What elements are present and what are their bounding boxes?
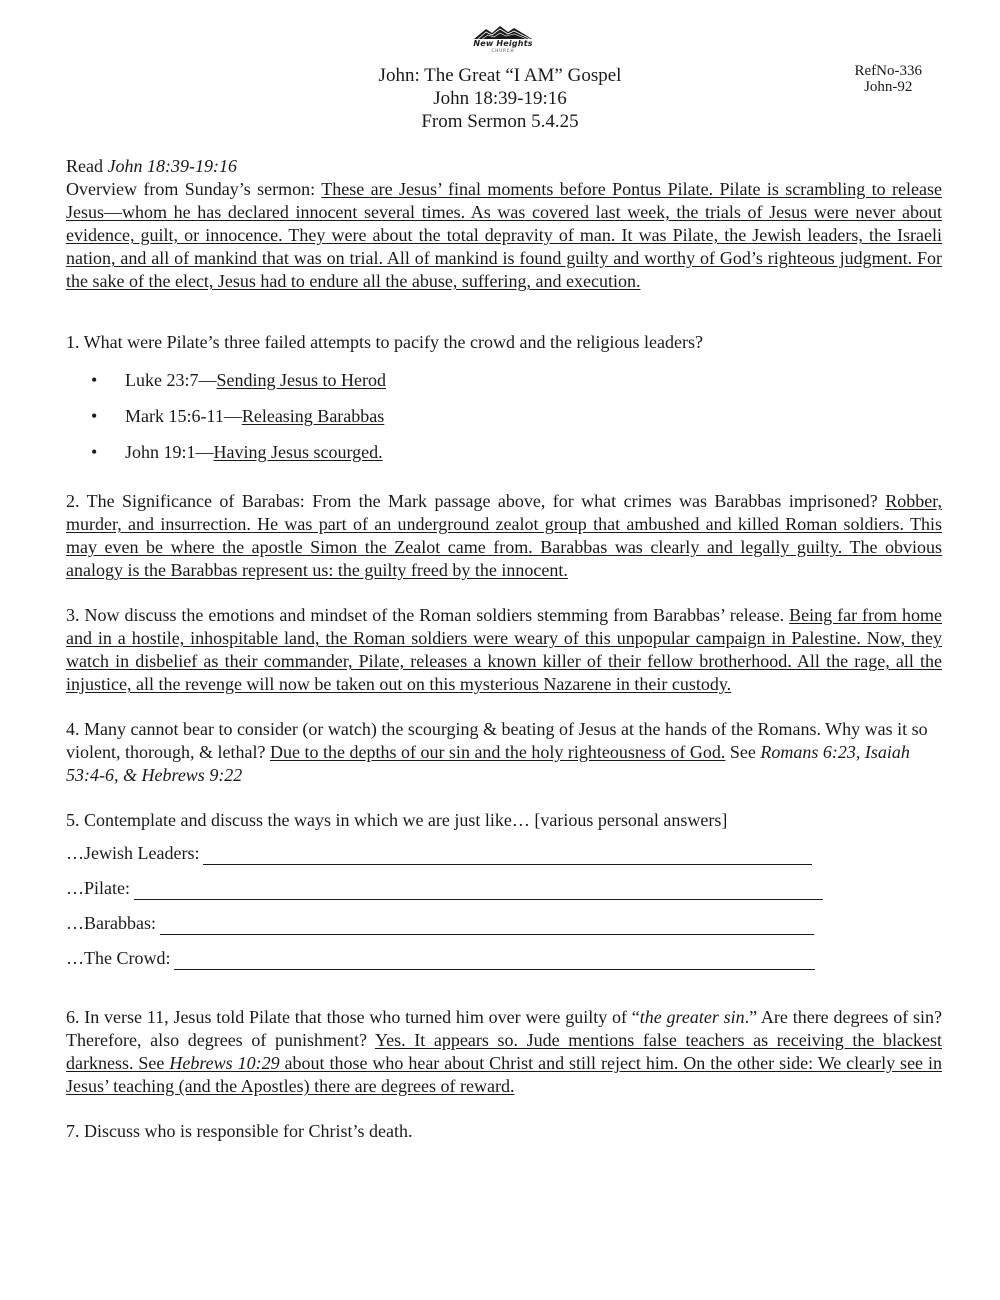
answer-text: Robber, murder, and insurrection. He was part of an underground zealot group that ambushed and killed Roman soldiers. This may even be where the apostle Simon the Zealot came from. Barabbas was clearly and legally guilty. The obvious analogy is the Barabbas represent us: the guilty freed by the innocent. bbox=[66, 491, 942, 580]
overview-text: These are Jesus’ final moments before Pontus Pilate. Pilate is scrambling to release Jesus—whom he has declared innocent several times. As was covered last week, the trials of Jesus were never about evidence, guilt, or innocence. They were about the total depravity of man. It was Pilate, the Jewish leaders, the Israeli nation, and all of mankind that was on trial. All of mankind is found guilty and worthy of God’s righteous judgment. For the sake of the elect, Jesus had to endure all the abuse, suffering, and execution. bbox=[66, 179, 942, 291]
blank-label: …Pilate: bbox=[66, 878, 130, 898]
question-7: 7. Discuss who is responsible for Christ’s death. bbox=[66, 1121, 413, 1141]
blank-row bbox=[66, 830, 942, 865]
worksheet-content bbox=[66, 155, 942, 1143]
series-title: John: The Great “I AM” Gospel bbox=[378, 65, 622, 86]
mountains-icon bbox=[472, 24, 534, 40]
question-3: 3. Now discuss the emotions and mindset of the Roman soldiers stemming from Barabbas’ release. Being far from home and in a hostile, inhospitable land, the Roman soldiers were weary of this unpopular campaign in Palestine. Now, they watch in disbelief as their commander, Pilate, releases a known killer of their fellow brotherhood. All the rage, all the injustice, all the revenge will now be taken out on this mysterious Nazarene in their custody. bbox=[66, 605, 942, 694]
answer-text: Having Jesus scourged. bbox=[213, 442, 383, 462]
question-5-blanks bbox=[66, 830, 942, 970]
question-4: 4. Many cannot bear to consider (or watch) the scourging & beating of Jesus at the hands of the Romans. Why was it so violent, thorough, & lethal? Due to the depths of our sin and the holy righteousness of God. See Romans 6:23, Isaiah 53:4-6, & Hebrews 9:22 bbox=[66, 719, 928, 785]
question-1: 1. What were Pilate’s three failed attempts to pacify the crowd and the religious leaders? bbox=[66, 332, 703, 352]
quoted-phrase: the greater sin bbox=[639, 1007, 745, 1027]
blank-label: …Jewish Leaders: bbox=[66, 843, 200, 863]
sermon-date: From Sermon 5.4.25 bbox=[421, 111, 579, 132]
church-logo bbox=[468, 24, 538, 53]
document-title-block bbox=[0, 64, 1000, 133]
read-line: Read John 18:39-19:16 bbox=[66, 156, 237, 176]
scripture-refs: Romans 6:23, Isaiah 53:4-6, & Hebrews 9:22 bbox=[66, 742, 910, 785]
blank-label: …The Crowd: bbox=[66, 948, 171, 968]
overview-paragraph bbox=[66, 178, 942, 293]
ref-code: John-92 bbox=[864, 79, 913, 95]
blank-row bbox=[66, 900, 942, 935]
question-1-list bbox=[66, 362, 942, 470]
ref-number: RefNo-336 bbox=[854, 63, 922, 79]
question-2: 2. The Significance of Barabas: From the Mark passage above, for what crimes was Barabbas imprisoned? Robber, murder, and insurrection. He was part of an underground zealot group that ambushed and killed Roman soldiers. This may even be where the apostle Simon the Zealot came from. Barabbas was clearly and legally guilty. The obvious analogy is the Barabbas represent us: the guilty freed by the innocent. bbox=[66, 491, 942, 580]
blank-label: …Barabbas: bbox=[66, 913, 156, 933]
list-item: • Luke 23:7—Sending Jesus to Herod bbox=[66, 362, 942, 398]
list-item: • Mark 15:6-11—Releasing Barabbas bbox=[66, 398, 942, 434]
blank-row bbox=[66, 935, 942, 970]
scripture-ref: Hebrews 10:29 bbox=[169, 1053, 280, 1073]
answer-blank-line[interactable] bbox=[174, 949, 815, 970]
answer-text: Releasing Barabbas bbox=[241, 406, 385, 426]
logo-subtitle: CHURCH bbox=[491, 48, 515, 53]
reference-block bbox=[855, 63, 923, 95]
overview-label: Overview from Sunday’s sermon: bbox=[66, 179, 322, 199]
answer-blank-line[interactable] bbox=[134, 879, 823, 900]
question-6: 6. In verse 11, Jesus told Pilate that those who turned him over were guilty of “the greater sin.” Are there degrees of sin? Therefore, also degrees of punishment? Yes. It appears so. Jude mentions false teachers as receiving the blackest darkness. See Hebrews 10:29 about those who hear about Christ and still reject him. On the other side: We clearly see in Jesus’ teaching (and the Apostles) there are degrees of reward. bbox=[66, 1007, 942, 1096]
answer-text: Being far from home and in a hostile, inhospitable land, the Roman soldiers were weary of this unpopular campaign in Palestine. Now, they watch in disbelief as their commander, Pilate, releases a known killer of their fellow brotherhood. All the rage, all the injustice, all the revenge will now be taken out on this mysterious Nazarene in their custody. bbox=[66, 605, 942, 694]
blank-row bbox=[66, 865, 942, 900]
answer-text: Due to the depths of our sin and the holy righteousness of God. bbox=[269, 742, 726, 762]
passage-title: John 18:39-19:16 bbox=[433, 88, 567, 109]
answer-blank-line[interactable] bbox=[203, 844, 812, 865]
answer-blank-line[interactable] bbox=[160, 914, 814, 935]
logo-name: New Heights bbox=[473, 39, 533, 48]
question-5: 5. Contemplate and discuss the ways in which we are just like… [various personal answers] bbox=[66, 810, 728, 830]
list-item: • John 19:1—Having Jesus scourged. bbox=[66, 434, 942, 470]
read-passage: John 18:39-19:16 bbox=[107, 156, 237, 176]
answer-text: Sending Jesus to Herod bbox=[216, 370, 386, 390]
